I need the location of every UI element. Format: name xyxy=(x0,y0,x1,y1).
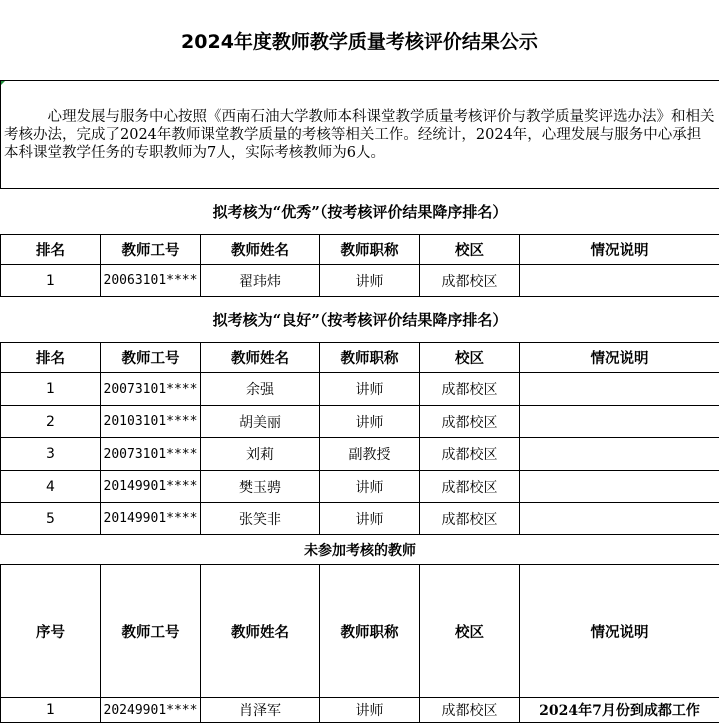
col-header-name: 教师姓名 xyxy=(201,343,320,373)
note-cell xyxy=(520,471,719,503)
col-header-title: 教师职称 xyxy=(320,343,420,373)
good-header-row xyxy=(1,343,719,373)
rank-cell: 3 xyxy=(1,438,101,471)
teacher-title-cell: 讲师 xyxy=(320,503,420,535)
rank-cell: 1 xyxy=(1,373,101,406)
col-header-id: 教师工号 xyxy=(101,235,201,265)
campus-cell: 成都校区 xyxy=(420,265,520,297)
teacher-title-cell: 讲师 xyxy=(320,265,420,297)
not-assessed-header-row xyxy=(1,565,719,698)
note-cell xyxy=(520,265,719,297)
rank-cell: 2 xyxy=(1,406,101,438)
teacher-id-cell: 20149901**** xyxy=(101,503,201,535)
good-section-heading: 拟考核为“良好”（按考核评价结果降序排名） xyxy=(1,297,719,343)
col-header-rank: 排名 xyxy=(1,235,101,265)
teacher-name-cell: 肖泽军 xyxy=(201,698,320,723)
teacher-name-cell: 余强 xyxy=(201,373,320,406)
rank-cell: 5 xyxy=(1,503,101,535)
campus-cell: 成都校区 xyxy=(420,471,520,503)
col-header-campus: 校区 xyxy=(420,565,520,698)
teacher-id-cell: 20103101**** xyxy=(101,406,201,438)
col-header-name: 教师姓名 xyxy=(201,235,320,265)
col-header-note: 情况说明 xyxy=(520,565,719,698)
page-title: 2024年度教师教学质量考核评价结果公示 xyxy=(0,0,719,80)
table-row xyxy=(1,406,719,438)
not-assessed-section-heading: 未参加考核的教师 xyxy=(1,535,719,565)
table-row xyxy=(1,265,719,297)
teacher-name-cell: 翟玮炜 xyxy=(201,265,320,297)
table-row xyxy=(1,373,719,406)
campus-cell: 成都校区 xyxy=(420,503,520,535)
note-cell xyxy=(520,503,719,535)
teacher-name-cell: 刘莉 xyxy=(201,438,320,471)
excellent-header-row xyxy=(1,235,719,265)
intro-paragraph: 心理发展与服务中心按照《西南石油大学教师本科课堂教学质量考核评价与教学质量奖评选办法》和相关考核办法，完成了2024年教师课堂教学质量的考核等相关工作。经统计，2024年，心理发展与服务中心承担本科课堂教学任务的专职教师为7人，实际考核教师为6人。 xyxy=(1,81,719,189)
note-cell xyxy=(520,438,719,471)
col-header-note: 情况说明 xyxy=(520,235,719,265)
teacher-id-cell: 20249901**** xyxy=(101,698,201,723)
note-cell xyxy=(520,373,719,406)
teacher-id-cell: 20063101**** xyxy=(101,265,201,297)
note-cell xyxy=(520,406,719,438)
note-cell: 2024年7月份到成都工作 xyxy=(520,698,719,723)
col-header-seq: 序号 xyxy=(1,565,101,698)
col-header-title: 教师职称 xyxy=(320,565,420,698)
table-row xyxy=(1,503,719,535)
teacher-title-cell: 讲师 xyxy=(320,373,420,406)
campus-cell: 成都校区 xyxy=(420,438,520,471)
col-header-id: 教师工号 xyxy=(101,343,201,373)
col-header-note: 情况说明 xyxy=(520,343,719,373)
rank-cell: 1 xyxy=(1,698,101,723)
teacher-title-cell: 讲师 xyxy=(320,471,420,503)
campus-cell: 成都校区 xyxy=(420,698,520,723)
col-header-title: 教师职称 xyxy=(320,235,420,265)
col-header-campus: 校区 xyxy=(420,343,520,373)
teacher-title-cell: 讲师 xyxy=(320,406,420,438)
campus-cell: 成都校区 xyxy=(420,373,520,406)
teacher-id-cell: 20149901**** xyxy=(101,471,201,503)
teacher-id-cell: 20073101**** xyxy=(101,438,201,471)
table-row xyxy=(1,438,719,471)
table-row xyxy=(1,698,719,723)
excellent-section-heading: 拟考核为“优秀”（按考核评价结果降序排名） xyxy=(1,189,719,235)
teacher-name-cell: 张笑非 xyxy=(201,503,320,535)
table-row xyxy=(1,471,719,503)
teacher-title-cell: 讲师 xyxy=(320,698,420,723)
teacher-name-cell: 樊玉骋 xyxy=(201,471,320,503)
teacher-title-cell: 副教授 xyxy=(320,438,420,471)
col-header-campus: 校区 xyxy=(420,235,520,265)
col-header-id: 教师工号 xyxy=(101,565,201,698)
col-header-rank: 排名 xyxy=(1,343,101,373)
campus-cell: 成都校区 xyxy=(420,406,520,438)
col-header-name: 教师姓名 xyxy=(201,565,320,698)
teacher-name-cell: 胡美丽 xyxy=(201,406,320,438)
teacher-id-cell: 20073101**** xyxy=(101,373,201,406)
rank-cell: 4 xyxy=(1,471,101,503)
rank-cell: 1 xyxy=(1,265,101,297)
results-table xyxy=(0,80,719,723)
